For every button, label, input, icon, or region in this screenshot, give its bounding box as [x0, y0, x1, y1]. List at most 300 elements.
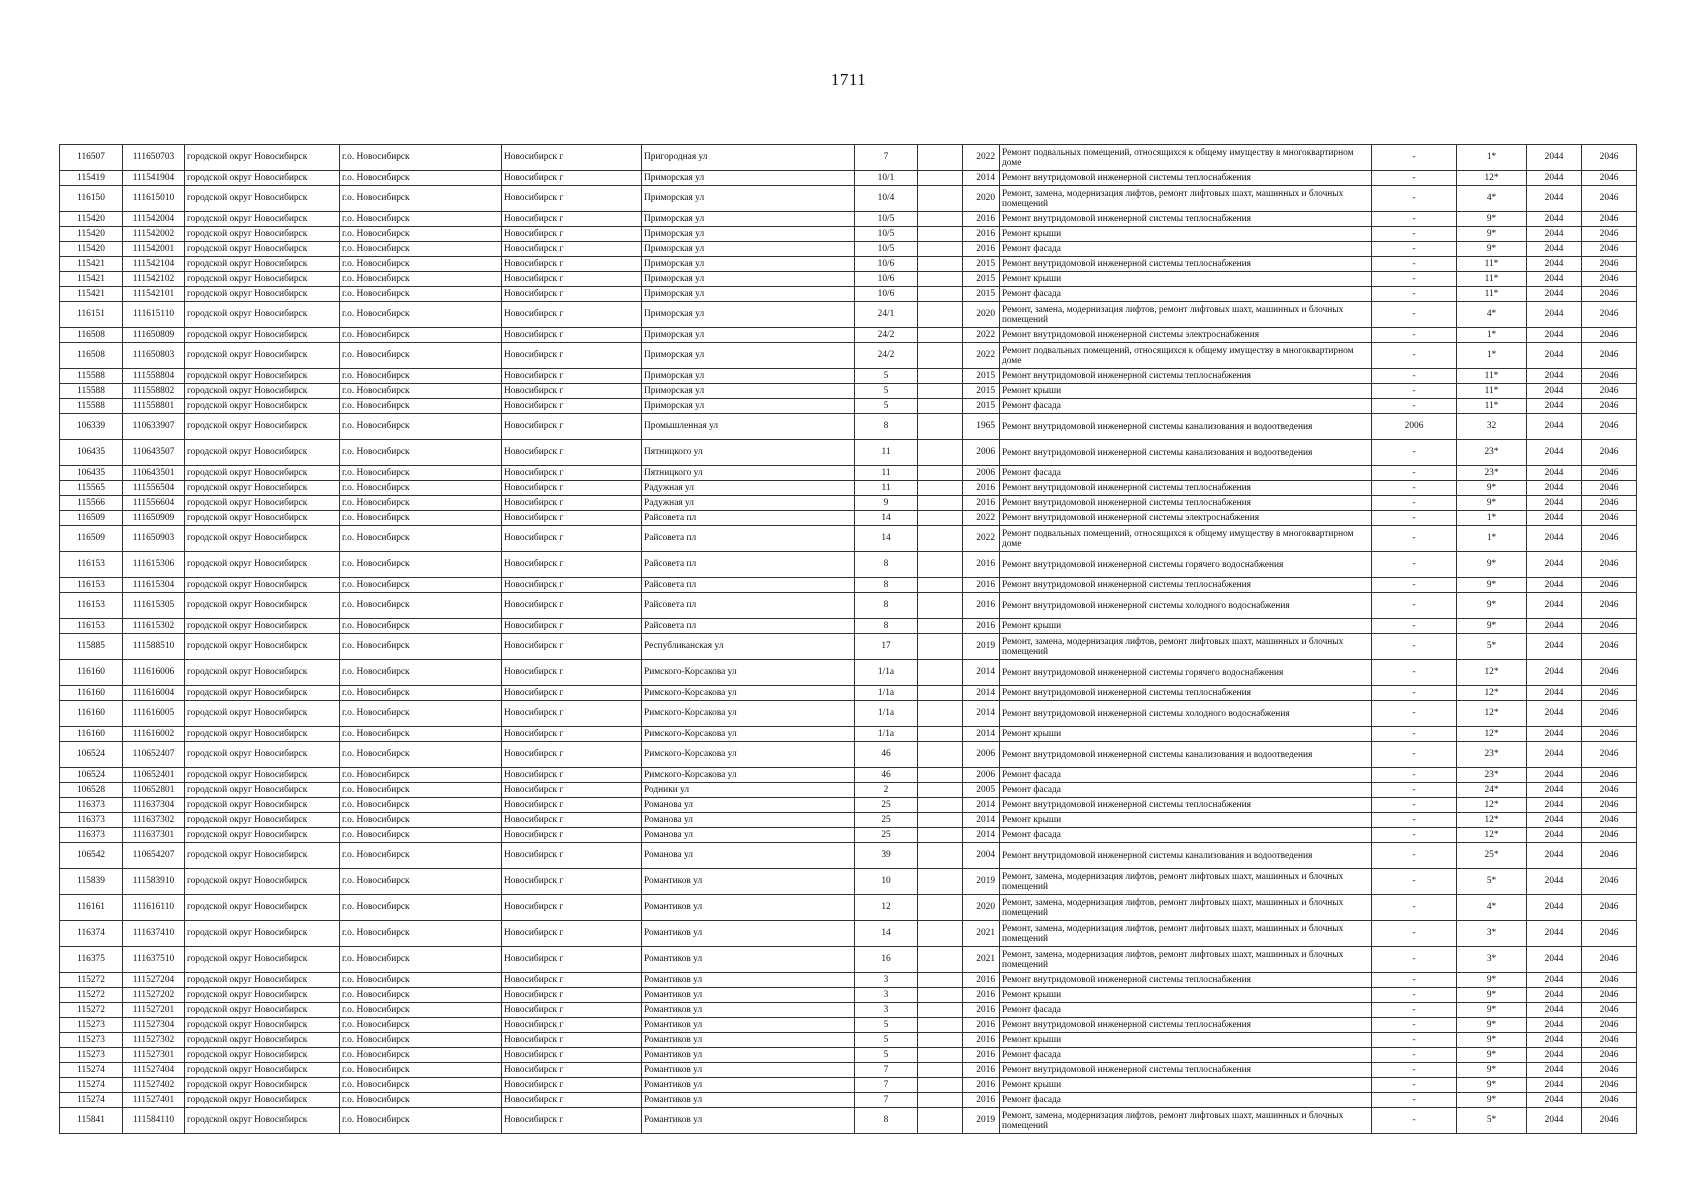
house-number-cell: 8	[855, 1108, 918, 1134]
settlement-cell: г.о. Новосибирск	[340, 302, 502, 328]
age-cell: 12*	[1457, 701, 1527, 727]
work-type-cell: Ремонт внутридомовой инженерной системы теплоснабжения	[1000, 257, 1372, 272]
municipality-cell: городской округ Новосибирск	[185, 440, 340, 466]
age-cell: 11*	[1457, 272, 1527, 287]
building-cell	[918, 578, 963, 593]
house-id-cell: 116509	[60, 526, 123, 552]
table-row	[60, 186, 1637, 212]
plan-end-year-cell: 2046	[1582, 783, 1637, 798]
age-cell: 25*	[1457, 843, 1527, 869]
street-cell: Римского-Корсакова ул	[642, 768, 855, 783]
object-code-cell: 111650903	[123, 526, 185, 552]
city-cell: Новосибирск г	[502, 272, 642, 287]
house-id-cell: 116151	[60, 302, 123, 328]
street-cell: Приморская ул	[642, 343, 855, 369]
table-row	[60, 526, 1637, 552]
age-cell: 11*	[1457, 399, 1527, 414]
last-repair-year-cell: -	[1372, 828, 1457, 843]
last-repair-year-cell: -	[1372, 843, 1457, 869]
work-type-cell: Ремонт фасада	[1000, 828, 1372, 843]
settlement-cell: г.о. Новосибирск	[340, 742, 502, 768]
table-row	[60, 686, 1637, 701]
house-id-cell: 115272	[60, 973, 123, 988]
plan-end-year-cell: 2046	[1582, 727, 1637, 742]
municipality-cell: городской округ Новосибирск	[185, 1063, 340, 1078]
settlement-cell: г.о. Новосибирск	[340, 619, 502, 634]
commission-year-cell: 2019	[963, 634, 1000, 660]
plan-start-year-cell: 2044	[1527, 287, 1582, 302]
age-cell: 9*	[1457, 227, 1527, 242]
house-number-cell: 5	[855, 369, 918, 384]
house-number-cell: 14	[855, 526, 918, 552]
municipality-cell: городской округ Новосибирск	[185, 496, 340, 511]
plan-end-year-cell: 2046	[1582, 973, 1637, 988]
last-repair-year-cell: -	[1372, 302, 1457, 328]
building-cell	[918, 1048, 963, 1063]
last-repair-year-cell: -	[1372, 768, 1457, 783]
city-cell: Новосибирск г	[502, 660, 642, 686]
table-row	[60, 869, 1637, 895]
plan-end-year-cell: 2046	[1582, 988, 1637, 1003]
city-cell: Новосибирск г	[502, 384, 642, 399]
commission-year-cell: 2015	[963, 272, 1000, 287]
plan-start-year-cell: 2044	[1527, 399, 1582, 414]
settlement-cell: г.о. Новосибирск	[340, 384, 502, 399]
building-cell	[918, 287, 963, 302]
house-id-cell: 115273	[60, 1048, 123, 1063]
object-code-cell: 111615304	[123, 578, 185, 593]
last-repair-year-cell: -	[1372, 227, 1457, 242]
municipality-cell: городской округ Новосибирск	[185, 481, 340, 496]
work-type-cell: Ремонт подвальных помещений, относящихся к общему имуществу в многоквартирном доме	[1000, 145, 1372, 171]
street-cell: Райсовета пл	[642, 526, 855, 552]
object-code-cell: 111615110	[123, 302, 185, 328]
plan-end-year-cell: 2046	[1582, 343, 1637, 369]
plan-start-year-cell: 2044	[1527, 783, 1582, 798]
commission-year-cell: 2022	[963, 343, 1000, 369]
object-code-cell: 111637302	[123, 813, 185, 828]
table-row	[60, 921, 1637, 947]
city-cell: Новосибирск г	[502, 526, 642, 552]
street-cell: Республиканская ул	[642, 634, 855, 660]
age-cell: 3*	[1457, 921, 1527, 947]
house-id-cell: 106528	[60, 783, 123, 798]
settlement-cell: г.о. Новосибирск	[340, 272, 502, 287]
work-type-cell: Ремонт внутридомовой инженерной системы теплоснабжения	[1000, 686, 1372, 701]
settlement-cell: г.о. Новосибирск	[340, 634, 502, 660]
municipality-cell: городской округ Новосибирск	[185, 947, 340, 973]
house-id-cell: 116160	[60, 701, 123, 727]
building-cell	[918, 869, 963, 895]
commission-year-cell: 2006	[963, 440, 1000, 466]
street-cell: Римского-Корсакова ул	[642, 660, 855, 686]
work-type-cell: Ремонт внутридомовой инженерной системы канализования и водоотведения	[1000, 843, 1372, 869]
last-repair-year-cell: -	[1372, 552, 1457, 578]
last-repair-year-cell: -	[1372, 947, 1457, 973]
page-number: 1711	[830, 70, 867, 89]
house-id-cell: 116160	[60, 727, 123, 742]
age-cell: 32	[1457, 414, 1527, 440]
table-body	[60, 145, 1637, 1134]
table-row	[60, 813, 1637, 828]
street-cell: Приморская ул	[642, 171, 855, 186]
municipality-cell: городской округ Новосибирск	[185, 686, 340, 701]
street-cell: Романтиков ул	[642, 1003, 855, 1018]
municipality-cell: городской округ Новосибирск	[185, 742, 340, 768]
plan-end-year-cell: 2046	[1582, 1108, 1637, 1134]
plan-start-year-cell: 2044	[1527, 578, 1582, 593]
building-cell	[918, 593, 963, 619]
object-code-cell: 111558802	[123, 384, 185, 399]
last-repair-year-cell: -	[1372, 1078, 1457, 1093]
object-code-cell: 111527402	[123, 1078, 185, 1093]
settlement-cell: г.о. Новосибирск	[340, 921, 502, 947]
house-id-cell: 116153	[60, 552, 123, 578]
house-number-cell: 9	[855, 496, 918, 511]
street-cell: Приморская ул	[642, 384, 855, 399]
settlement-cell: г.о. Новосибирск	[340, 526, 502, 552]
house-number-cell: 5	[855, 384, 918, 399]
house-number-cell: 10/6	[855, 272, 918, 287]
table-row	[60, 1048, 1637, 1063]
building-cell	[918, 552, 963, 578]
registry-table	[59, 144, 1637, 1134]
municipality-cell: городской округ Новосибирск	[185, 212, 340, 227]
house-number-cell: 11	[855, 466, 918, 481]
plan-start-year-cell: 2044	[1527, 257, 1582, 272]
house-number-cell: 10/5	[855, 227, 918, 242]
city-cell: Новосибирск г	[502, 186, 642, 212]
commission-year-cell: 2016	[963, 619, 1000, 634]
commission-year-cell: 2022	[963, 526, 1000, 552]
plan-start-year-cell: 2044	[1527, 742, 1582, 768]
street-cell: Приморская ул	[642, 369, 855, 384]
building-cell	[918, 272, 963, 287]
age-cell: 11*	[1457, 257, 1527, 272]
house-number-cell: 3	[855, 973, 918, 988]
work-type-cell: Ремонт внутридомовой инженерной системы канализования и водоотведения	[1000, 742, 1372, 768]
municipality-cell: городской округ Новосибирск	[185, 526, 340, 552]
last-repair-year-cell: -	[1372, 242, 1457, 257]
work-type-cell: Ремонт фасада	[1000, 1093, 1372, 1108]
settlement-cell: г.о. Новосибирск	[340, 973, 502, 988]
house-number-cell: 1/1а	[855, 727, 918, 742]
table-row	[60, 145, 1637, 171]
age-cell: 3*	[1457, 947, 1527, 973]
plan-start-year-cell: 2044	[1527, 921, 1582, 947]
house-id-cell: 115588	[60, 384, 123, 399]
object-code-cell: 111527304	[123, 1018, 185, 1033]
plan-start-year-cell: 2044	[1527, 988, 1582, 1003]
street-cell: Пятницкого ул	[642, 466, 855, 481]
last-repair-year-cell: -	[1372, 328, 1457, 343]
object-code-cell: 110652407	[123, 742, 185, 768]
house-number-cell: 3	[855, 988, 918, 1003]
plan-end-year-cell: 2046	[1582, 634, 1637, 660]
house-id-cell: 106524	[60, 768, 123, 783]
municipality-cell: городской округ Новосибирск	[185, 727, 340, 742]
plan-start-year-cell: 2044	[1527, 242, 1582, 257]
object-code-cell: 111615302	[123, 619, 185, 634]
table-row	[60, 287, 1637, 302]
street-cell: Райсовета пл	[642, 619, 855, 634]
house-number-cell: 10/5	[855, 242, 918, 257]
table-row	[60, 1108, 1637, 1134]
age-cell: 5*	[1457, 634, 1527, 660]
plan-start-year-cell: 2044	[1527, 272, 1582, 287]
city-cell: Новосибирск г	[502, 686, 642, 701]
object-code-cell: 111650909	[123, 511, 185, 526]
plan-end-year-cell: 2046	[1582, 186, 1637, 212]
settlement-cell: г.о. Новосибирск	[340, 783, 502, 798]
plan-end-year-cell: 2046	[1582, 272, 1637, 287]
plan-end-year-cell: 2046	[1582, 1078, 1637, 1093]
street-cell: Римского-Корсакова ул	[642, 742, 855, 768]
street-cell: Приморская ул	[642, 257, 855, 272]
street-cell: Романова ул	[642, 813, 855, 828]
building-cell	[918, 227, 963, 242]
city-cell: Новосибирск г	[502, 634, 642, 660]
city-cell: Новосибирск г	[502, 1048, 642, 1063]
city-cell: Новосибирск г	[502, 828, 642, 843]
house-number-cell: 7	[855, 145, 918, 171]
work-type-cell: Ремонт внутридомовой инженерной системы теплоснабжения	[1000, 1063, 1372, 1078]
street-cell: Романтиков ул	[642, 988, 855, 1003]
object-code-cell: 111542104	[123, 257, 185, 272]
commission-year-cell: 2020	[963, 895, 1000, 921]
object-code-cell: 111637510	[123, 947, 185, 973]
table-row	[60, 768, 1637, 783]
last-repair-year-cell: -	[1372, 578, 1457, 593]
municipality-cell: городской округ Новосибирск	[185, 466, 340, 481]
object-code-cell: 111558804	[123, 369, 185, 384]
commission-year-cell: 2016	[963, 1003, 1000, 1018]
commission-year-cell: 2016	[963, 1018, 1000, 1033]
object-code-cell: 111527204	[123, 973, 185, 988]
work-type-cell: Ремонт, замена, модернизация лифтов, ремонт лифтовых шахт, машинных и блочных помещений	[1000, 921, 1372, 947]
settlement-cell: г.о. Новосибирск	[340, 511, 502, 526]
settlement-cell: г.о. Новосибирск	[340, 242, 502, 257]
age-cell: 1*	[1457, 526, 1527, 552]
plan-end-year-cell: 2046	[1582, 399, 1637, 414]
house-id-cell: 115885	[60, 634, 123, 660]
object-code-cell: 111556604	[123, 496, 185, 511]
building-cell	[918, 660, 963, 686]
last-repair-year-cell: -	[1372, 1093, 1457, 1108]
municipality-cell: городской округ Новосибирск	[185, 768, 340, 783]
settlement-cell: г.о. Новосибирск	[340, 1093, 502, 1108]
table-row	[60, 947, 1637, 973]
object-code-cell: 111616005	[123, 701, 185, 727]
house-id-cell: 115273	[60, 1033, 123, 1048]
house-number-cell: 14	[855, 921, 918, 947]
building-cell	[918, 1063, 963, 1078]
object-code-cell: 111583910	[123, 869, 185, 895]
object-code-cell: 110633907	[123, 414, 185, 440]
plan-start-year-cell: 2044	[1527, 511, 1582, 526]
work-type-cell: Ремонт внутридомовой инженерной системы теплоснабжения	[1000, 171, 1372, 186]
house-number-cell: 10/6	[855, 257, 918, 272]
city-cell: Новосибирск г	[502, 242, 642, 257]
house-number-cell: 8	[855, 552, 918, 578]
plan-end-year-cell: 2046	[1582, 813, 1637, 828]
house-id-cell: 115839	[60, 869, 123, 895]
house-number-cell: 7	[855, 1078, 918, 1093]
age-cell: 9*	[1457, 1003, 1527, 1018]
street-cell: Приморская ул	[642, 227, 855, 242]
last-repair-year-cell: -	[1372, 686, 1457, 701]
last-repair-year-cell: -	[1372, 1033, 1457, 1048]
settlement-cell: г.о. Новосибирск	[340, 287, 502, 302]
work-type-cell: Ремонт внутридомовой инженерной системы теплоснабжения	[1000, 481, 1372, 496]
last-repair-year-cell: -	[1372, 272, 1457, 287]
commission-year-cell: 2016	[963, 1078, 1000, 1093]
age-cell: 9*	[1457, 1018, 1527, 1033]
table-row	[60, 742, 1637, 768]
municipality-cell: городской округ Новосибирск	[185, 973, 340, 988]
city-cell: Новосибирск г	[502, 619, 642, 634]
building-cell	[918, 1078, 963, 1093]
plan-start-year-cell: 2044	[1527, 828, 1582, 843]
building-cell	[918, 1018, 963, 1033]
municipality-cell: городской округ Новосибирск	[185, 399, 340, 414]
table-row	[60, 440, 1637, 466]
work-type-cell: Ремонт фасада	[1000, 1048, 1372, 1063]
building-cell	[918, 828, 963, 843]
house-number-cell: 17	[855, 634, 918, 660]
street-cell: Пятницкого ул	[642, 440, 855, 466]
plan-start-year-cell: 2044	[1527, 212, 1582, 227]
object-code-cell: 111650809	[123, 328, 185, 343]
street-cell: Приморская ул	[642, 186, 855, 212]
building-cell	[918, 511, 963, 526]
work-type-cell: Ремонт подвальных помещений, относящихся к общему имуществу в многоквартирном доме	[1000, 343, 1372, 369]
table-row	[60, 399, 1637, 414]
building-cell	[918, 414, 963, 440]
object-code-cell: 110643501	[123, 466, 185, 481]
object-code-cell: 111616004	[123, 686, 185, 701]
house-id-cell: 115273	[60, 1018, 123, 1033]
table-row	[60, 272, 1637, 287]
city-cell: Новосибирск г	[502, 701, 642, 727]
street-cell: Романтиков ул	[642, 1108, 855, 1134]
object-code-cell: 111616110	[123, 895, 185, 921]
building-cell	[918, 257, 963, 272]
work-type-cell: Ремонт фасада	[1000, 783, 1372, 798]
municipality-cell: городской округ Новосибирск	[185, 843, 340, 869]
table-row	[60, 727, 1637, 742]
age-cell: 9*	[1457, 619, 1527, 634]
object-code-cell: 111541904	[123, 171, 185, 186]
table-row	[60, 212, 1637, 227]
house-id-cell: 115421	[60, 287, 123, 302]
work-type-cell: Ремонт крыши	[1000, 813, 1372, 828]
house-id-cell: 115421	[60, 272, 123, 287]
settlement-cell: г.о. Новосибирск	[340, 186, 502, 212]
house-id-cell: 115566	[60, 496, 123, 511]
work-type-cell: Ремонт внутридомовой инженерной системы холодного водоснабжения	[1000, 701, 1372, 727]
commission-year-cell: 2016	[963, 227, 1000, 242]
house-id-cell: 106435	[60, 466, 123, 481]
street-cell: Романтиков ул	[642, 921, 855, 947]
age-cell: 24*	[1457, 783, 1527, 798]
age-cell: 9*	[1457, 242, 1527, 257]
city-cell: Новосибирск г	[502, 1078, 642, 1093]
plan-start-year-cell: 2044	[1527, 973, 1582, 988]
age-cell: 9*	[1457, 973, 1527, 988]
house-number-cell: 2	[855, 783, 918, 798]
house-number-cell: 5	[855, 1033, 918, 1048]
street-cell: Приморская ул	[642, 399, 855, 414]
street-cell: Романтиков ул	[642, 1093, 855, 1108]
building-cell	[918, 481, 963, 496]
municipality-cell: городской округ Новосибирск	[185, 619, 340, 634]
age-cell: 12*	[1457, 660, 1527, 686]
commission-year-cell: 2016	[963, 593, 1000, 619]
city-cell: Новосибирск г	[502, 227, 642, 242]
plan-start-year-cell: 2044	[1527, 701, 1582, 727]
settlement-cell: г.о. Новосибирск	[340, 895, 502, 921]
house-number-cell: 1/1а	[855, 701, 918, 727]
house-number-cell: 11	[855, 481, 918, 496]
municipality-cell: городской округ Новосибирск	[185, 869, 340, 895]
building-cell	[918, 619, 963, 634]
municipality-cell: городской округ Новосибирск	[185, 287, 340, 302]
house-id-cell: 115272	[60, 988, 123, 1003]
work-type-cell: Ремонт подвальных помещений, относящихся к общему имуществу в многоквартирном доме	[1000, 526, 1372, 552]
plan-end-year-cell: 2046	[1582, 369, 1637, 384]
work-type-cell: Ремонт, замена, модернизация лифтов, ремонт лифтовых шахт, машинных и блочных помещений	[1000, 186, 1372, 212]
table-row	[60, 384, 1637, 399]
last-repair-year-cell: -	[1372, 440, 1457, 466]
house-number-cell: 12	[855, 895, 918, 921]
house-number-cell: 8	[855, 619, 918, 634]
house-number-cell: 24/2	[855, 328, 918, 343]
plan-end-year-cell: 2046	[1582, 742, 1637, 768]
plan-end-year-cell: 2046	[1582, 481, 1637, 496]
last-repair-year-cell: -	[1372, 1108, 1457, 1134]
work-type-cell: Ремонт внутридомовой инженерной системы теплоснабжения	[1000, 973, 1372, 988]
house-number-cell: 7	[855, 1093, 918, 1108]
plan-end-year-cell: 2046	[1582, 869, 1637, 895]
street-cell: Приморская ул	[642, 302, 855, 328]
plan-start-year-cell: 2044	[1527, 798, 1582, 813]
table-row	[60, 783, 1637, 798]
object-code-cell: 111527404	[123, 1063, 185, 1078]
table-row	[60, 171, 1637, 186]
age-cell: 9*	[1457, 988, 1527, 1003]
settlement-cell: г.о. Новосибирск	[340, 440, 502, 466]
table-row	[60, 634, 1637, 660]
building-cell	[918, 988, 963, 1003]
house-number-cell: 24/2	[855, 343, 918, 369]
settlement-cell: г.о. Новосибирск	[340, 947, 502, 973]
work-type-cell: Ремонт внутридомовой инженерной системы электроснабжения	[1000, 511, 1372, 526]
street-cell: Римского-Корсакова ул	[642, 727, 855, 742]
object-code-cell: 110654207	[123, 843, 185, 869]
house-id-cell: 115419	[60, 171, 123, 186]
street-cell: Радужная ул	[642, 496, 855, 511]
age-cell: 9*	[1457, 1063, 1527, 1078]
plan-start-year-cell: 2044	[1527, 328, 1582, 343]
object-code-cell: 111527301	[123, 1048, 185, 1063]
object-code-cell: 111527202	[123, 988, 185, 1003]
house-id-cell: 116160	[60, 686, 123, 701]
city-cell: Новосибирск г	[502, 212, 642, 227]
last-repair-year-cell: -	[1372, 186, 1457, 212]
plan-end-year-cell: 2046	[1582, 466, 1637, 481]
house-id-cell: 116373	[60, 798, 123, 813]
